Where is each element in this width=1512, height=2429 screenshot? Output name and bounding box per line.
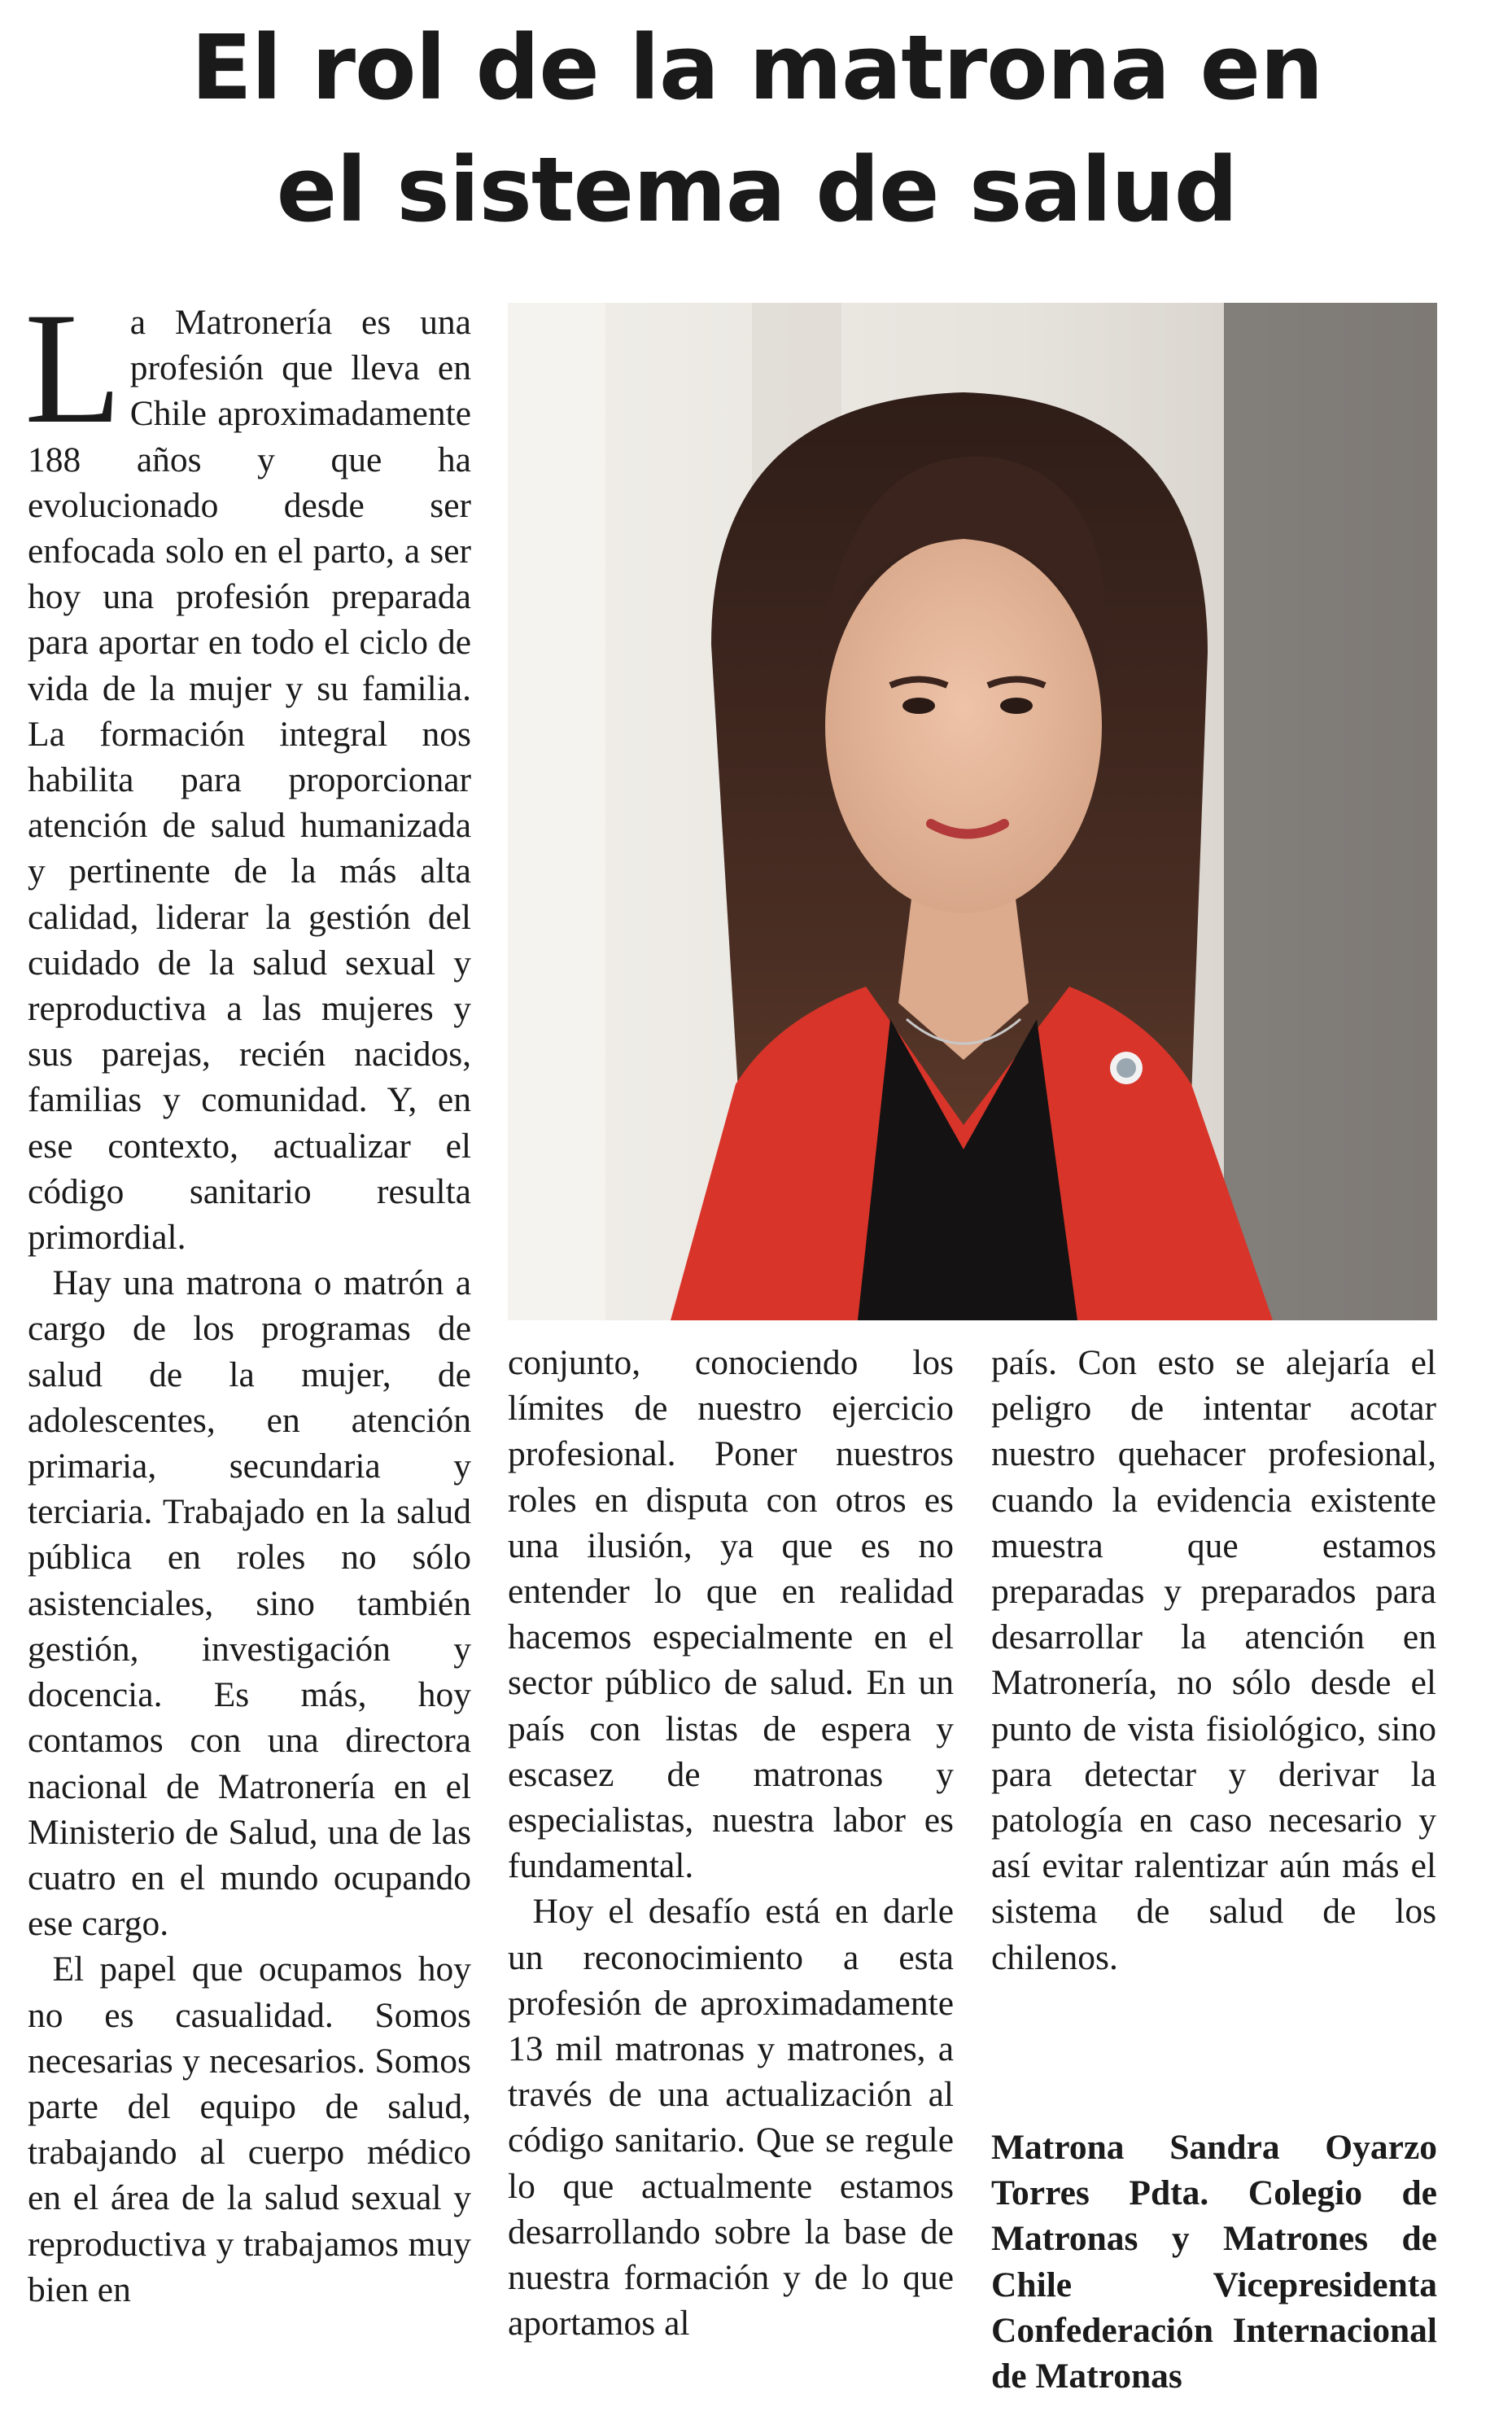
paragraph-3-part-1: El papel que ocupamos hoy no es casualidad. Somos necesarias y necesarios. Somos parte del equipo de salud, trabajando al cuerpo médico en el área de la salud sexual y reproductiva y trabajamos muy bien en [28, 1950, 471, 2309]
paragraph-4-part-1: Hoy el desafío está en darle un reconocimiento a esta profesión de aproximadamente 13 mil matronas y matrones, a través de una actualización al código sanitario. Que se regule lo que actualmente estamos desarrollando sobre la base de nuestra formación y de lo que aportamos al [508, 1892, 954, 2344]
author-signature: Matrona Sandra Oyarzo Torres Pdta. Colegio de Matronas y Matrones de Chile Vicepresidenta Confederación Internacional de Matronas [991, 2128, 1437, 2396]
headline-line-2: el sistema de salud [276, 138, 1238, 242]
photo-background-right [1224, 303, 1437, 1320]
article-headline [49, 7, 1465, 251]
paragraph-2: Hay una matrona o matrón a cargo de los programas de salud de la mujer, de adolescentes, en atención primaria, secundaria y terciaria. Trabajado en la salud pública en roles no sólo asistenciales, sino también gestión, investigación y docencia. Es más, hoy contamos con una directora nacional de Matronería en el Ministerio de Salud, una de las cuatro en el mundo ocupando ese cargo. [28, 1263, 471, 1944]
text-column-1 [24, 280, 471, 2313]
drop-cap: L [24, 280, 122, 457]
paragraph-1-text: a Matronería es una profesión que lleva en Chile aproximadamente 188 años y que ha evolucionado desde ser enfocada solo en el parto, a ser hoy una profesión preparada para aportar en todo el ciclo de vida de la mujer y su familia. La formación integral nos habilita para proporcionar atención de salud humanizada y pertinente de la más alta calidad, liderar la gestión del cuidado de la salud sexual y reproductiva a las mujeres y sus parejas, recién nacidos, familias y comunidad. Y, en ese contexto, actualizar el código sanitario resulta primordial. [28, 303, 471, 1258]
headline-line-1: El rol de la matrona en [190, 15, 1323, 120]
paragraph-3-part-2: conjunto, conociendo los límites de nuestro ejercicio profesional. Poner nuestros roles en disputa con otros es una ilusión, ya que es no entender lo que en realidad hacemos especialmente en el sector público de salud. En un país con listas de espera y escasez de matronas y especialistas, nuestra labor es fundamental. [508, 1343, 954, 1886]
paragraph-1 [24, 280, 471, 1260]
portrait-photo [508, 303, 1437, 1320]
text-column-3 [991, 1340, 1436, 1980]
face [825, 539, 1102, 913]
text-column-2 [508, 1340, 954, 2346]
paragraph-4-part-2: país. Con esto se alejaría el peligro de intentar acotar nuestro quehacer profesional, cuando la evidencia existente muestra que estamos preparadas y preparados para desarrollar la atención en Matronería, no sólo desde el punto de vista fisiológico, sino para detectar y derivar la patología en caso necesario y así evitar ralentizar aún más el sistema de salud de los chilenos. [991, 1343, 1436, 1977]
